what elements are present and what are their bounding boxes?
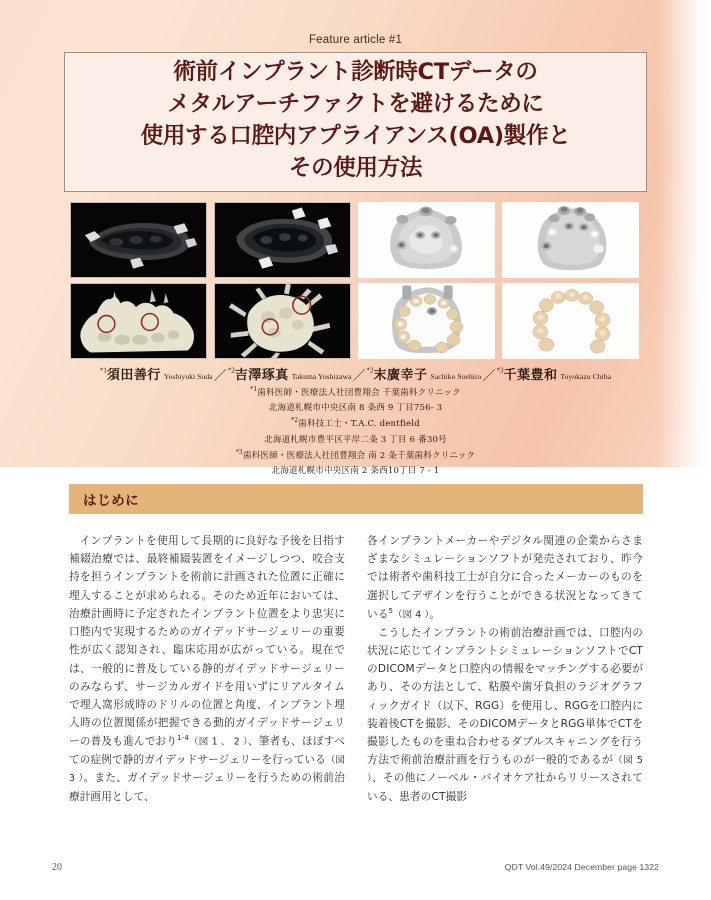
author-entry	[100, 364, 213, 384]
figure-thumbnail	[214, 283, 351, 359]
author-name-jp: 吉澤琢真	[234, 368, 289, 383]
article-title-line-4: その使用方法	[288, 154, 423, 181]
body-text-run: 、その他にノーベル・バイオケア社からリリースされている、患者のCT撮影	[367, 772, 643, 803]
author-separator: ／	[352, 368, 366, 383]
affiliation-text: 歯科医師・医療法人社団豊翔会 千葉歯科クリニック	[257, 387, 461, 398]
feature-article-label: Feature article #1	[308, 34, 403, 46]
affiliation-marker: *3	[235, 448, 243, 456]
section-heading-bar	[69, 484, 643, 514]
body-text-run: 。	[429, 608, 441, 621]
figure-reference: （図 5 ）	[367, 755, 643, 785]
affiliation-line	[0, 464, 711, 479]
figure-thumbnail	[70, 202, 207, 278]
affiliation-marker: *2	[291, 417, 299, 425]
body-text-run: 。また、ガイデッドサージェリーを行うための術前治療計画用として、	[69, 772, 345, 803]
section-heading-title: はじめに	[83, 493, 140, 509]
affiliation-text: 北海道札幌市中央区南 2 条西10丁目 7 - 1	[271, 466, 440, 477]
figure-grid	[70, 202, 642, 359]
body-column-left	[69, 532, 345, 806]
author-affiliation-marker: *3	[496, 366, 504, 375]
body-columns	[69, 532, 643, 806]
affiliation-marker: *1	[250, 386, 258, 393]
body-column-right	[367, 532, 643, 806]
author-list	[0, 364, 711, 384]
affiliation-text: 歯科医師・医療法人社団豊翔会 南 2 条千葉歯科クリニック	[242, 450, 476, 461]
author-entry	[367, 364, 482, 384]
affiliation-line	[0, 448, 711, 464]
affiliation-text: 北海道札幌市豊平区平岸二条 3 丁目 6 番30号	[264, 434, 447, 445]
author-affiliation-marker: *2	[227, 366, 235, 375]
article-title-box	[64, 52, 647, 192]
author-separator: ／	[482, 368, 496, 383]
figure-thumbnail	[502, 202, 639, 278]
author-name-jp: 須田善行	[106, 368, 161, 383]
affiliation-line	[0, 401, 711, 416]
figure-reference: （図 3 ）	[69, 755, 345, 785]
author-name-roman: Sachiko Suehiro	[430, 372, 482, 381]
affiliation-text: 北海道札幌市中央区南 8 条西 9 丁目756- 3	[268, 403, 443, 414]
footer-citation: QDT Vol.49/2024 December page 1322	[504, 862, 659, 872]
reference-superscript: 5	[388, 606, 394, 615]
article-title-line-1: 術前インプラント診断時CTデータの	[173, 59, 538, 86]
body-text-run: こうしたインプラントの術前治療計画では、口腔内の状況に応じてインプラントシミュレーションソフトでCTのDICOMデータと口腔内の情報をマッチングする必要があり、その方法として、粘膜や歯牙負担のラジオグラフィックガイド（以下、RGG）を使用し、RGGを口腔内に装着後CTを撮影、そのDICOMデータとRGG単体でCTを撮影したものを重ね合わせるダブルスキャニングを行う方法で術前治療計画を行うものが一般的であるが	[367, 626, 643, 767]
reference-superscript: 1-4	[177, 734, 190, 743]
body-text-run: 、筆者も、ほぼすべての症例で静的ガイデッドサージェリーを行っている	[69, 735, 346, 767]
footer-page-number: 20	[52, 862, 62, 873]
figure-reference: （図 1 、 2 ）	[189, 736, 248, 748]
affiliation-line	[0, 385, 711, 401]
body-paragraph	[69, 532, 345, 806]
figure-thumbnail	[70, 283, 207, 359]
affiliation-line	[0, 433, 711, 448]
author-separator: ／	[213, 368, 227, 383]
author-name-jp: 末廣幸子	[373, 368, 428, 383]
author-affiliation-marker: *2	[366, 366, 374, 375]
author-affiliation-marker: *1	[99, 366, 107, 375]
author-name-roman: Takuma Yoshizawa	[291, 372, 352, 381]
body-paragraph	[367, 532, 643, 624]
figure-thumbnail	[358, 283, 495, 359]
article-title-line-2: メタルアーチファクトを避けるために	[167, 91, 544, 118]
affiliation-list	[0, 385, 711, 479]
body-text-run: インプラントを使用して長期的に良好な予後を目指す補綴治療では、最終補綴装置をイメージしつつ、咬合支持を担うインプラントを術前に計画された位置に正確に埋入することが求められる。そのため近年においては、治療計画時に予定されたインプラント位置をより忠実に口腔内で実現するためのガイデッドサージェリーの重要性が広く認知され、臨床応用が広がっている。現在では、一般的に普及している静的ガイデッドサージェリーのみならず、サージカルガイドを用いずにリアルタイムで埋入窩形成時のドリルの位置と角度、インプラント埋入時の位置関係が把握できる動的ガイデッドサージェリーの普及も進んでおり	[69, 535, 345, 748]
article-title-line-3: 使用する口腔内アプライアンス(OA)製作と	[140, 123, 571, 149]
body-text-run: 各インプラントメーカーやデジタル関連の企業からさまざまなシミュレーションソフトが発売されており、昨今では術者や歯科技工士が自分に合ったメーカーのものを選択してデザインを行うことができる状況となってきている	[367, 535, 643, 621]
figure-thumbnail	[358, 202, 495, 278]
figure-reference: （図 4 ）	[393, 609, 430, 621]
author-entry	[496, 364, 611, 384]
affiliation-text: 歯科技工士・T.A.C. dentfield	[298, 419, 420, 430]
author-entry	[228, 364, 352, 384]
figure-thumbnail	[214, 202, 351, 278]
author-name-roman: Toyokazu Chiba	[560, 372, 612, 381]
figure-thumbnail	[502, 283, 639, 359]
author-name-roman: Yoshiyuki Suda	[163, 372, 213, 381]
affiliation-line	[0, 416, 711, 432]
body-paragraph	[367, 624, 643, 806]
author-name-jp: 千葉豊和	[503, 368, 558, 383]
